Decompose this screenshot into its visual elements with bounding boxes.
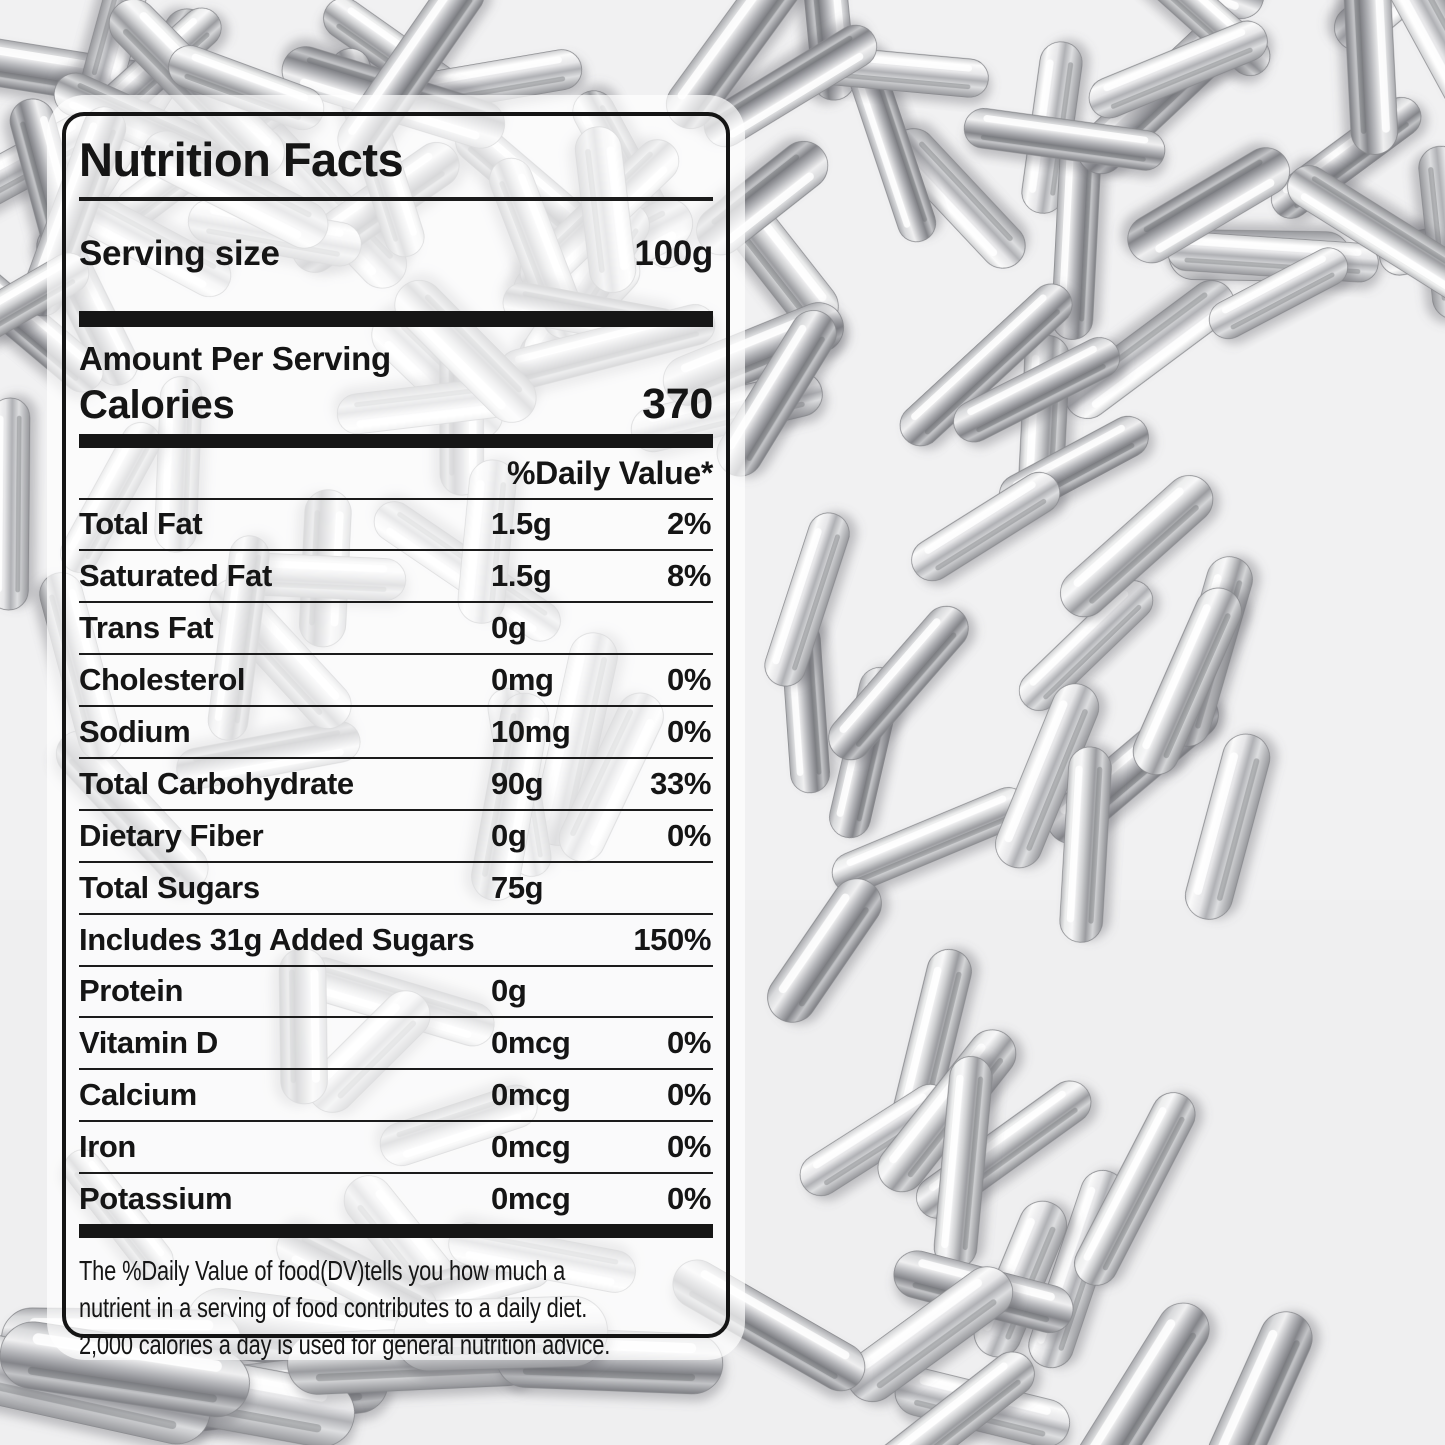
- thick-divider: [79, 1224, 713, 1238]
- nutrient-name: Cholesterol: [79, 662, 246, 698]
- nutrient-amount: 1.5g: [491, 506, 552, 542]
- nutrient-name: Total Fat: [79, 506, 203, 542]
- thick-divider: [79, 434, 713, 448]
- divider: [79, 197, 713, 201]
- nutrient-daily-value: 33%: [650, 765, 711, 801]
- nutrient-daily-value: 2%: [666, 506, 711, 542]
- nutrient-row: [79, 811, 713, 863]
- nutrient-name: Vitamin D: [79, 1025, 218, 1061]
- nutrient-amount: 75g: [491, 869, 544, 905]
- nutrient-amount: 10mg: [491, 714, 571, 749]
- daily-value-header: %Daily Value*: [507, 454, 713, 491]
- nutrient-amount: 0mcg: [491, 1181, 571, 1217]
- nutrient-row: [79, 915, 713, 967]
- nutrient-daily-value: 150%: [633, 921, 711, 957]
- nutrient-amount: 0mcg: [491, 1077, 571, 1113]
- nutrient-name: Sodium: [79, 714, 191, 749]
- nutrient-amount: 0g: [491, 817, 527, 853]
- label-title: Nutrition Facts: [79, 133, 404, 186]
- nutrient-daily-value: 0%: [666, 1129, 711, 1165]
- nutrient-amount: 0g: [491, 610, 527, 646]
- nutrient-name: Potassium: [79, 1181, 233, 1217]
- calories-row: [79, 380, 713, 429]
- nutrient-row: [79, 967, 713, 1019]
- nutrient-amount: 90g: [491, 765, 544, 801]
- nutrient-row: [79, 759, 713, 811]
- nutrient-name: Calcium: [79, 1077, 197, 1113]
- nutrient-name: Total Carbohydrate: [79, 765, 354, 801]
- nutrient-row: [79, 707, 713, 759]
- nutrient-name: Trans Fat: [79, 610, 214, 646]
- footnote-line: The %Daily Value of food(DV)tells you how much a: [79, 1254, 566, 1286]
- nutrient-amount: 0g: [491, 973, 527, 1009]
- nutrient-row: [79, 500, 713, 552]
- nutrient-name: Iron: [79, 1129, 136, 1165]
- nutrient-row: [79, 603, 713, 655]
- serving-size-row: [79, 234, 713, 274]
- nutrient-row: [79, 1070, 713, 1122]
- nutrient-row: [79, 1018, 713, 1070]
- nutrient-row: [79, 551, 713, 603]
- nutrient-daily-value: 0%: [666, 817, 711, 853]
- nutrient-daily-value: 0%: [666, 714, 711, 749]
- nutrient-table: [79, 498, 713, 1224]
- thick-divider: [79, 311, 713, 327]
- nutrient-daily-value: 0%: [666, 1181, 711, 1217]
- nutrient-amount: 0mcg: [491, 1025, 571, 1061]
- nutrient-row: [79, 1122, 713, 1174]
- nutrient-daily-value: 0%: [666, 662, 711, 698]
- nutrient-amount: 0mcg: [491, 1129, 571, 1165]
- serving-size-value: 100g: [634, 233, 713, 273]
- calories-value: 370: [642, 379, 713, 428]
- nutrient-daily-value: 8%: [666, 558, 711, 594]
- nutrient-name: Saturated Fat: [79, 558, 272, 594]
- nutrient-name: Includes 31g Added Sugars: [79, 921, 475, 957]
- nutrient-amount: 1.5g: [491, 558, 552, 594]
- nutrient-row: [79, 863, 713, 915]
- footnote-line: 2,000 calories a day is used for general nutrition advice.: [79, 1328, 611, 1360]
- nutrition-facts-label: [62, 112, 730, 1360]
- nutrient-name: Total Sugars: [79, 869, 260, 905]
- nutrient-row: [79, 1174, 713, 1224]
- nutrient-row: [79, 655, 713, 707]
- nutrient-amount: 0mg: [491, 662, 554, 698]
- calories-label: Calories: [79, 382, 235, 427]
- nutrient-name: Protein: [79, 973, 183, 1009]
- footnote: [79, 1252, 712, 1363]
- nutrient-daily-value: 0%: [666, 1077, 711, 1113]
- amount-per-serving-label: Amount Per Serving: [79, 339, 391, 377]
- nutrient-daily-value: 0%: [666, 1025, 711, 1061]
- footnote-line: nutrient in a serving of food contributes to a daily diet.: [79, 1291, 588, 1323]
- serving-size-label: Serving size: [79, 233, 280, 273]
- nutrient-name: Dietary Fiber: [79, 817, 264, 853]
